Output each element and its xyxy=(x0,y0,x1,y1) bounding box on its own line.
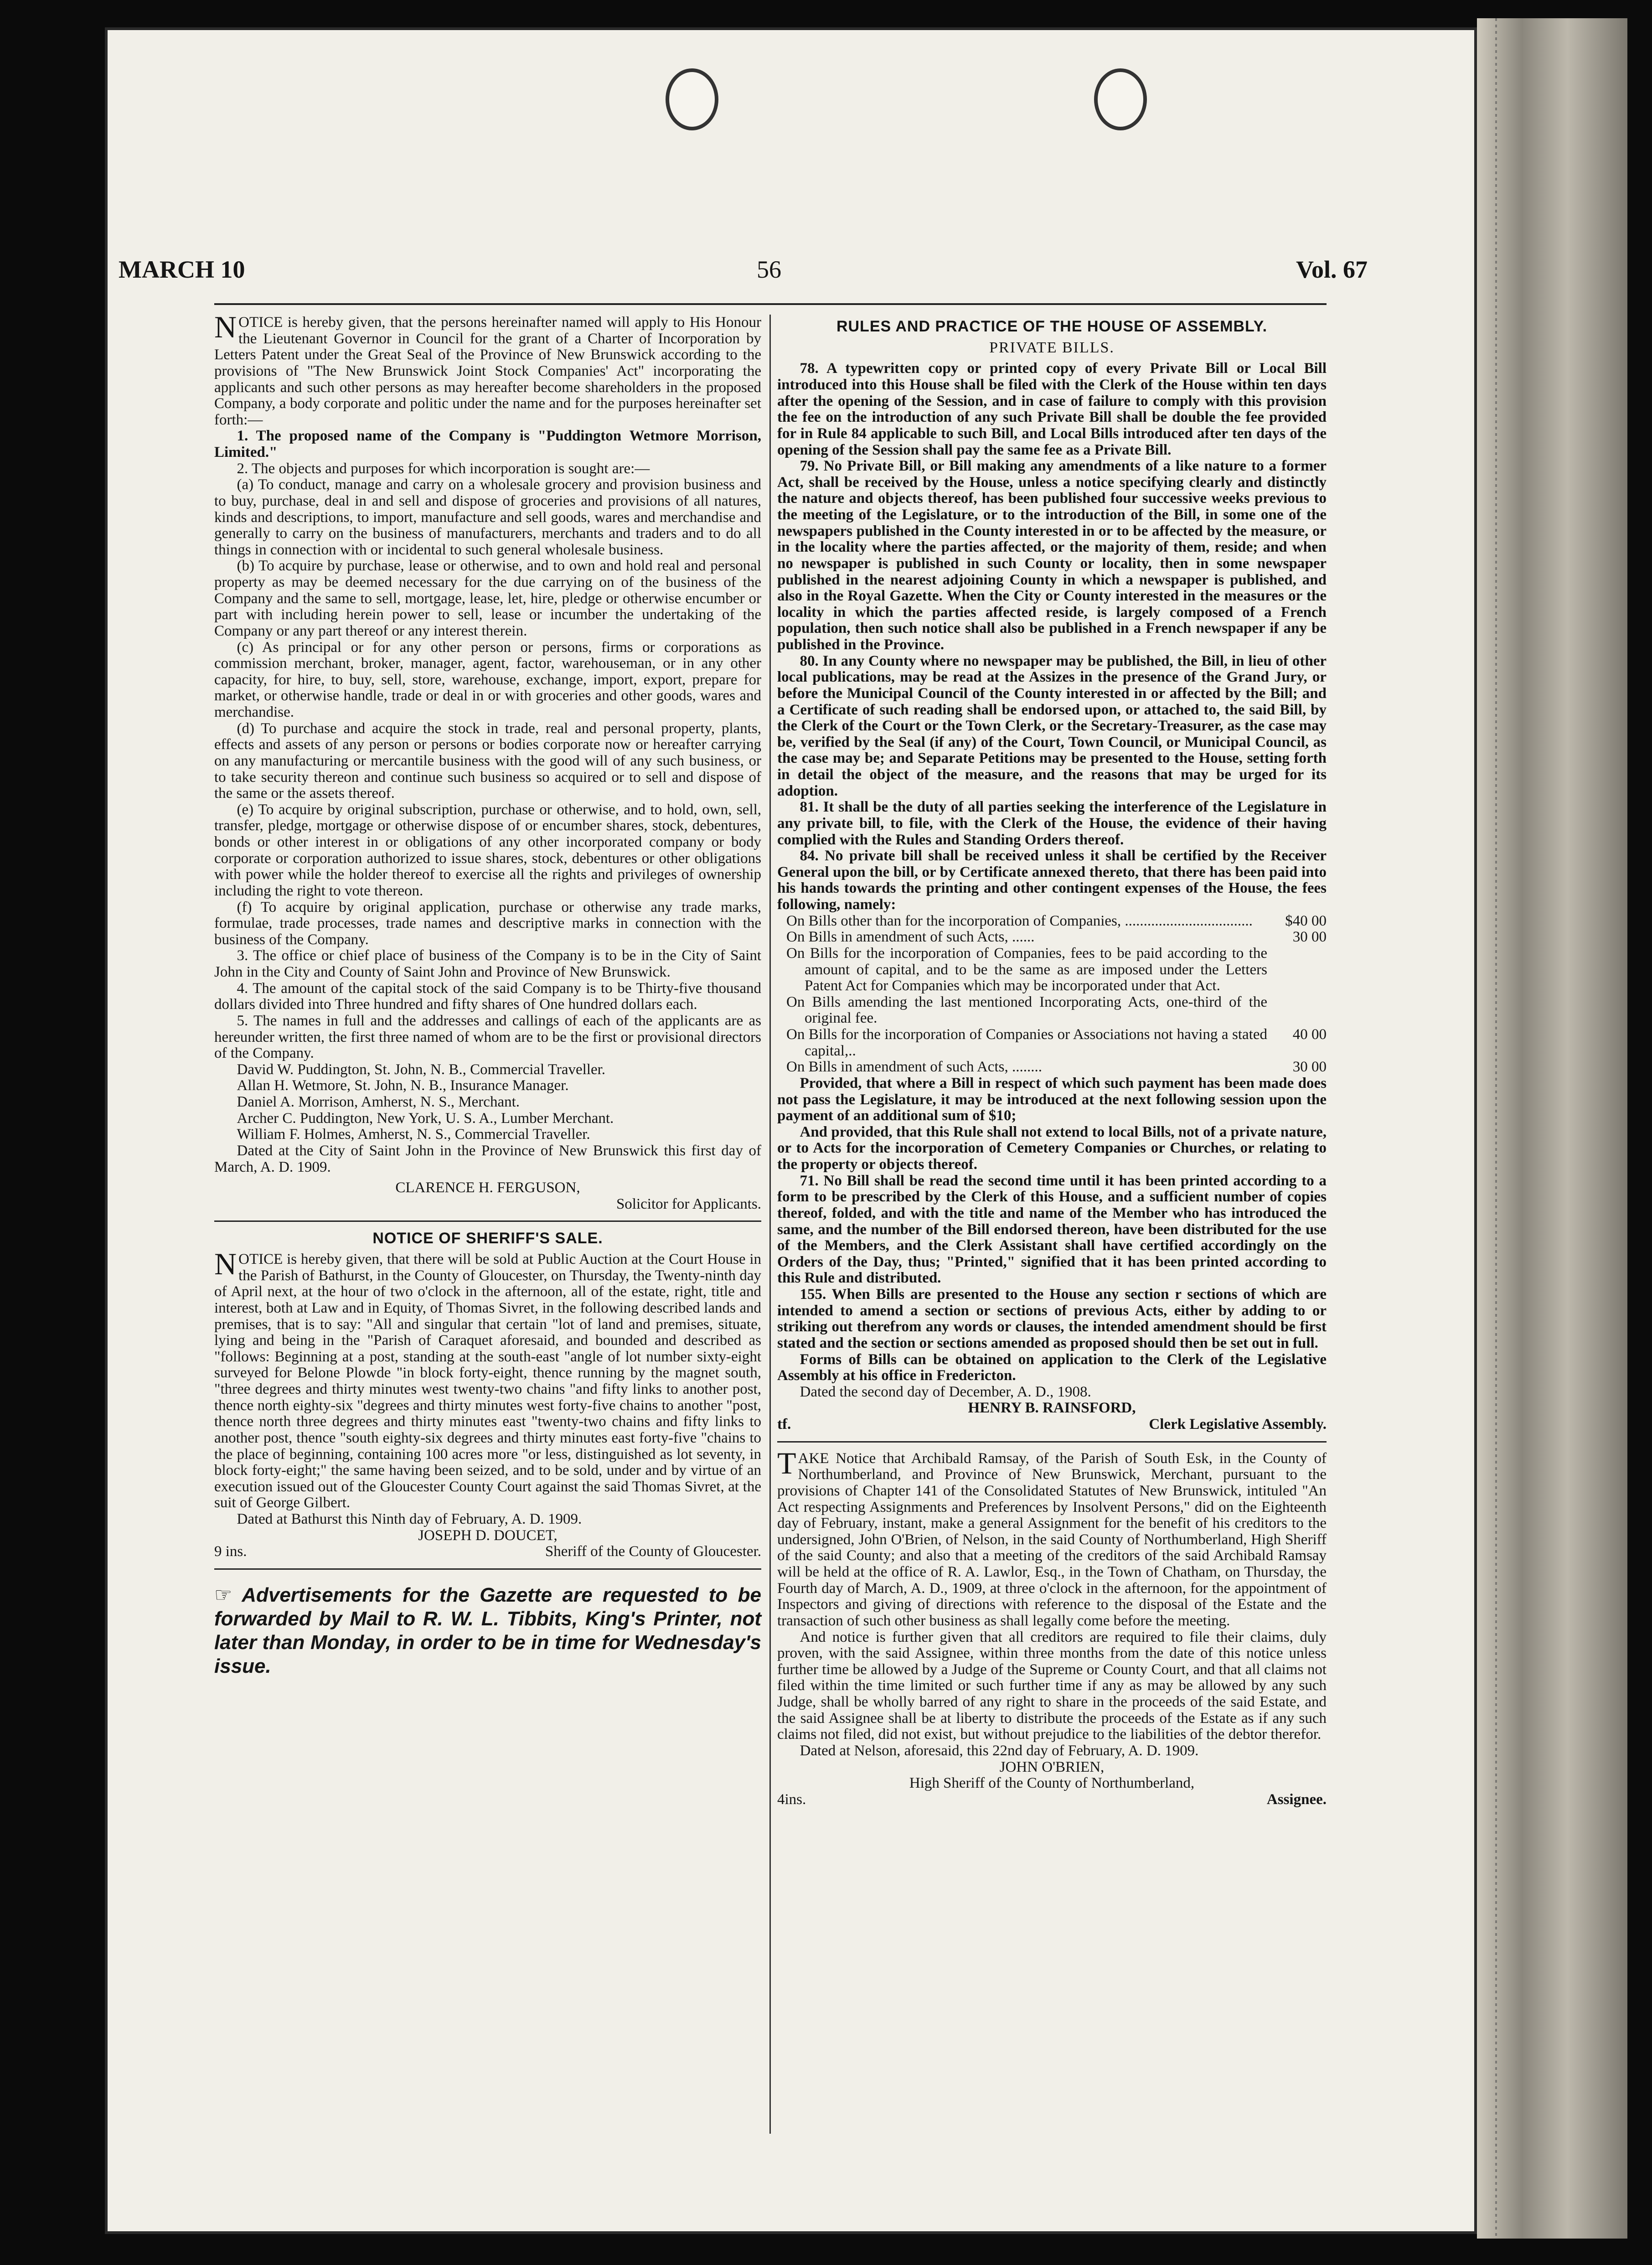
header-date: MARCH 10 xyxy=(119,256,245,283)
rules-role: Clerk Legislative Assembly. xyxy=(1149,1416,1327,1433)
fee-amount: 30 00 xyxy=(1292,929,1327,946)
fee-row xyxy=(777,929,1327,946)
fee-row xyxy=(777,1059,1327,1076)
fee-row xyxy=(777,913,1327,930)
fee-row xyxy=(777,994,1327,1027)
rules-tf: tf. xyxy=(777,1416,791,1433)
incorporation-pa: (a) To conduct, manage and carry on a wholesale grocery and provision business and to buy, purchase, deal in and sell and dispose of groceries and provisions of all natures, kinds and descriptions, to import, manufacture and sell goods, wares and merchandise and generally to carry on the business of manufacturers, merchants and traders and to do all things in connection with or incidental to such general wholesale business. xyxy=(214,476,761,558)
assignment-signature-line xyxy=(777,1792,1327,1808)
incorporation-notice xyxy=(214,310,761,1212)
incorporation-p5: 5. The names in full and the addresses and callings of each of the applicants are as hereunder written, the first three named of whom are to be the first or provisional directors of the Company. xyxy=(214,1012,761,1062)
rule-81: 81. It shall be the duty of all parties seeking the interference of the Legislature in any private bill, to file, with the Clerk of the House, the evidence of their having complied with the Rules and Standing Orders thereof. xyxy=(777,799,1327,848)
fee-amount xyxy=(1267,946,1327,994)
fee-amount: 30 00 xyxy=(1292,1059,1327,1076)
fee-row xyxy=(777,1027,1327,1059)
applicant-4: Archer C. Puddington, New York, U. S. A., Lumber Merchant. xyxy=(237,1110,614,1127)
fee-desc: On Bills in amendment of such Acts, ...... xyxy=(786,929,1035,946)
incorporation-intro: NOTICE is hereby given, that the persons hereinafter named will apply to His Honour the Lieutenant Governor in Council for the grant of a Charter of Incorporation by Letters Patent under the Great Seal of the Province of New Brunswick according to the provisions of "The New Brunswick Joint Stock Companies' Act" incorporating the applicants and such other persons as may hereafter become shareholders in the proposed Company, a body corporate and politic under the name and for the purposes hereinafter set forth:— xyxy=(214,310,761,428)
rule-79: 79. No Private Bill, or Bill making any amendments of a like nature to a former Act, shall be received by the House, unless a notice specifying clearly and distinctly the nature and objects thereof, has been published four successive weeks previous to the meeting of the Legislature, or to the introduction of the Bill, in some one of the newspapers published in the County interested in or to be affected by the measure, or in the locality where the parties affected, or the majority of them, reside; and when no newspaper is published in such County or locality, then in some newspaper published in the nearest adjoining County in which a newspaper is published, and also in the Royal Gazette. When the City or County interested in the measures or the locality in which the parties affected reside, is largely composed of a French population, then such notice shall also be published in a French newspaper if any be published in the Province. xyxy=(777,458,1327,653)
incorporation-p3: 3. The office or chief place of business of the Company is to be in the City of Saint John in the City and County of Saint John and Province of New Brunswick. xyxy=(214,947,761,980)
incorporation-pd: (d) To purchase and acquire the stock in trade, real and personal property, plants, effects and assets of any person or persons or bodies corporate now or hereafter carrying on any manufacturing or mercantile business with the good will of any such business, or to take security thereon and continue such business so acquired or to sell and dispose of the same or the assets thereof. xyxy=(214,720,761,802)
applicant-2: Allan H. Wetmore, St. John, N. B., Insurance Manager. xyxy=(237,1077,569,1094)
section-rule xyxy=(214,1568,761,1570)
assignment-dated: Dated at Nelson, aforesaid, this 22nd day of February, A. D. 1909. xyxy=(800,1742,1199,1759)
rule-80: 80. In any County where no newspaper may be published, the Bill, in lieu of other local publications, may be read at the Assizes in the presence of the Grand Jury, or before the Municipal Council of the County interested in or affected by the Bill; and a Certificate of such reading shall be endorsed upon, or attached to, the said Bill, by the Clerk of the Court or the Town Clerk, or the Secretary-Treasurer, as the case may be, verified by the Seal (if any) of the Court, Town Council, or Municipal Council, as the case may be; and Separate Petitions may be presented to the House, setting forth in detail the object of the measure, and the reasons that may be urged for its adoption. xyxy=(777,652,1327,799)
rule-78: 78. A typewritten copy or printed copy of every Private Bill or Local Bill introduced into this House shall be filed with the Clerk of the House within ten days after the opening of the Session, and in case of failure to comply with this provision the fee on the introduction of any such Private Bill shall be double the fee provided for in Rule 84 applicable to such Bill, and Local Bills introduced after ten days of the opening of the Session shall pay the same fee as a Private Bill. xyxy=(777,360,1327,458)
fee-desc: On Bills in amendment of such Acts, ........ xyxy=(786,1059,1042,1076)
rule-84: 84. No private bill shall be received unless it shall be certified by the Receiver General upon the bill, or by Certificate annexed thereto, that there has been paid into his hands towards the printing and other contingent expenses of the House, the fees following, namely: xyxy=(777,848,1327,913)
assignment-role: High Sheriff of the County of Northumberland, xyxy=(909,1775,1195,1792)
sheriff-sale-signature-line xyxy=(214,1544,761,1560)
assignment-notice xyxy=(777,1445,1327,1808)
rules-subtitle: PRIVATE BILLS. xyxy=(989,339,1115,356)
incorporation-pf: (f) To acquire by original application, purchase or otherwise any trade marks, formulae, trade processes, trade names and descriptive marks in connection with the business of the Company. xyxy=(214,899,761,948)
rules-dated: Dated the second day of December, A. D., 1908. xyxy=(800,1383,1091,1400)
fee-desc: On Bills other than for the incorporation of Companies, .................................. xyxy=(786,912,1253,929)
incorporation-dated: Dated at the City of Saint John in the Province of New Brunswick this first day of March, A. D. 1909. xyxy=(214,1142,761,1175)
header-rule xyxy=(214,303,1327,305)
book-page-edges xyxy=(1477,18,1627,2239)
rules-forms: Forms of Bills can be obtained on application to the Clerk of the Legislative Assembly at his office in Fredericton. xyxy=(777,1351,1327,1384)
header-page-number: 56 xyxy=(757,256,781,283)
applicant-5: William F. Holmes, Amherst, N. S., Commercial Traveller. xyxy=(237,1126,590,1143)
fee-desc: On Bills for the incorporation of Companies, fees to be paid according to the amount of capital, and to be the same as are imposed under the Letters Patent Act for Companies which may be incorporated under that Act. xyxy=(786,945,1267,994)
applicant-3: Daniel A. Morrison, Amherst, N. S., Merchant. xyxy=(237,1094,520,1110)
assignment-further: And notice is further given that all creditors are required to file their claims, duly proven, with the said Assignee, within three months from the date of this notice unless further time be allowed by a Judge of the Supreme or County Court, and that all claims not filed within the time limited or such further time if any as may be allowed by any such Judge, shall be wholly barred of any right to share in the proceeds of the said Estate, and the said Assignee shall be at liberty to distribute the proceeds of the Estate as if any such claims not filed, did not exist, but without prejudice to the liabilities of the debtor therefor. xyxy=(777,1629,1327,1743)
binding-hole-left xyxy=(666,68,718,130)
sheriff-sale-notice xyxy=(214,1230,761,1560)
incorporation-pc: (c) As principal or for any other person or persons, firms or corporations as commission merchant, broker, manager, agent, factor, warehouseman, or in any other capacity, for hire, to buy, sell, store, warehouse, exchange, import, export, prepare for market, or otherwise handle, trade or deal in or with groceries and other goods, wares and merchandise. xyxy=(214,639,761,720)
incorporation-signer-role: Solicitor for Applicants. xyxy=(616,1195,761,1212)
section-rule xyxy=(214,1220,761,1222)
fee-desc: On Bills for the incorporation of Companies or Associations not having a stated capital,.. xyxy=(786,1026,1267,1059)
page-header xyxy=(119,255,1368,296)
sheriff-sale-role: Sheriff of the County of Gloucester. xyxy=(545,1543,761,1560)
incorporation-pb: (b) To acquire by purchase, lease or otherwise, and to own and hold real and personal property as may be deemed necessary for the due carrying on of the business of the Company and the same to sell, mortgage, lease, let, hire, pledge or otherwise encumber or part with including herein power to sell, lease or incumber the undertaking of the Company or any part thereof or any interest therein. xyxy=(214,558,761,639)
fee-desc: On Bills amending the last mentioned Incorporating Acts, one-third of the original fee. xyxy=(786,993,1267,1027)
left-column xyxy=(214,310,761,1678)
incorporation-p2: 2. The objects and purposes for which incorporation is sought are:— xyxy=(237,460,650,477)
right-column xyxy=(777,315,1327,1808)
assignment-signer: JOHN O'BRIEN, xyxy=(999,1758,1105,1775)
column-divider xyxy=(769,315,771,2134)
assignment-body: TAKE Notice that Archibald Ramsay, of the Parish of South Esk, in the County of Northumberland, and Province of New Brunswick, Merchant, pursuant to the provisions of Chapter 141 of the Consolidated Statutes of New Brunswick, intituled "An Act respecting Assignments and Preferences by Insolvent Persons," did on the Eighteenth day of February, instant, make a general Assignment for the benefit of his creditors to the undersigned, John O'Brien, of Nelson, in the said County of Northumberland, High Sheriff of the said County; and also that a meeting of the creditors of the said Archibald Ramsay will be held at the office of R. A. Lawlor, Esq., in the Town of Chatham, on Thursday, the Fourth day of March, A. D., 1909, at three o'clock in the afternoon, for the appointment of Inspectors and giving of directions with reference to the disposal of the Estate and the transaction of such other business as shall legally come before the meeting. xyxy=(777,1445,1327,1629)
sheriff-sale-title: NOTICE OF SHERIFF'S SALE. xyxy=(372,1230,603,1247)
rules-signer: HENRY B. RAINSFORD, xyxy=(968,1400,1136,1417)
fee-table xyxy=(777,913,1327,1076)
sheriff-sale-signer: JOSEPH D. DOUCET, xyxy=(418,1527,558,1544)
rule-proviso-1: Provided, that where a Bill in respect of which such payment has been made does not pass the Legislature, it may be introduced at the next following session upon the payment of an additional sum of $10; xyxy=(777,1075,1327,1124)
rule-71: 71. No Bill shall be read the second time until it has been printed according to a form to be prescribed by the Clerk of this House, and a sufficient number of copies thereof, folded, and with the title and name of the Member who has introduced the same, and the number of the Bill endorsed thereon, have been distributed for the use of the Members, and the Clerk Assistant shall have certified accordingly on the Orders of the Day, thus; "Printed," signified that it has been printed according to this Rule and distributed. xyxy=(777,1172,1327,1287)
advertisement-notice: ☞ Advertisements for the Gazette are requested to be forwarded by Mail to R. W. L. Tibbits, King's Printer, not later than Monday, in order to be in time for Wednesday's issue. xyxy=(214,1583,761,1677)
header-volume: Vol. 67 xyxy=(1296,256,1368,283)
rules-title: RULES AND PRACTICE OF THE HOUSE OF ASSEMBLY. xyxy=(836,318,1268,335)
binding-hole-right xyxy=(1094,68,1147,130)
fee-amount: $40 00 xyxy=(1285,912,1327,929)
fee-amount: 40 00 xyxy=(1292,1026,1327,1043)
rules-signature-line xyxy=(777,1417,1327,1433)
rules-notice xyxy=(777,318,1327,1433)
fee-row xyxy=(777,946,1327,994)
sheriff-sale-dated: Dated at Bathurst this Ninth day of February, A. D. 1909. xyxy=(237,1511,582,1528)
incorporation-signer: CLARENCE H. FERGUSON, xyxy=(395,1179,580,1196)
section-rule xyxy=(777,1441,1327,1443)
sheriff-sale-body: NOTICE is hereby given, that there will be sold at Public Auction at the Court House in the Parish of Bathurst, in the County of Gloucester, on Thursday, the Twenty-ninth day of April next, at the hour of two o'clock in the afternoon, all of the estate, right, title and interest, both at Law and in Equity, of Thomas Sivret, in the following described lands and premises, that is to say: "All and singular that certain "lot of land and premises, situate, lying and being in the "Parish of Caraquet aforesaid, and bounded and described as "follows: Beginning at a post, standing at the south-east "angle of lot number sixty-eight surveyed for Belone Plowde "in block forty-eight, thence running by the magnet south, "three degrees and thirty minutes west twenty-two chains "and fifty links to another post, thence north eighty-six "degrees and thirty minutes west forty-five chains to another "post, thence north three degrees and thirty minutes east "twenty-two chains and fifty links to another post, thence "south eighty-six degrees and thirty minutes east forty-five "chains to the place of beginning, containing 100 acres more "or less, distinguished as lot seventy, in block forty-eight;" the same having been seized, and to be sold, under and by virtue of an execution issued out of the Gloucester County Court against the said Thomas Sivret, at the suit of George Gilbert. xyxy=(214,1246,761,1511)
fee-amount xyxy=(1267,994,1327,1027)
assignment-assignee: Assignee. xyxy=(1266,1791,1327,1808)
sheriff-sale-insertions: 9 ins. xyxy=(214,1543,247,1560)
applicant-1: David W. Puddington, St. John, N. B., Commercial Traveller. xyxy=(237,1061,606,1078)
rule-proviso-2: And provided, that this Rule shall not extend to local Bills, not of a private nature, or to Acts for the incorporation of Cemetery Companies or Churches, or relating to the property or objects thereof. xyxy=(777,1123,1327,1173)
incorporation-pe: (e) To acquire by original subscription, purchase or otherwise, and to hold, own, sell, transfer, pledge, mortgage or otherwise dispose of or encumber shares, stock, debentures, bonds or other interest in or obligations of any other incorporated company or body corporate or corporation authorized to issue shares, stock, debentures or other obligations with power while the holder thereof to exercise all the rights and privileges of ownership including the right to vote thereon. xyxy=(214,801,761,899)
rule-155: 155. When Bills are presented to the House any section r sections of which are intended to amend a section or sections of previous Acts, either by adding to or striking out therefrom any words or clauses, the intended amendment should be first stated and the section or sections amended as proposed should then be set out in full. xyxy=(777,1286,1327,1351)
incorporation-p1: 1. The proposed name of the Company is "Puddington Wetmore Morrison, Limited." xyxy=(214,428,761,460)
assignment-insertions: 4ins. xyxy=(777,1791,806,1808)
incorporation-p4: 4. The amount of the capital stock of the said Company is to be Thirty-five thousand dollars divided into Three hundred and fifty shares of One hundred dollars each. xyxy=(214,980,761,1013)
